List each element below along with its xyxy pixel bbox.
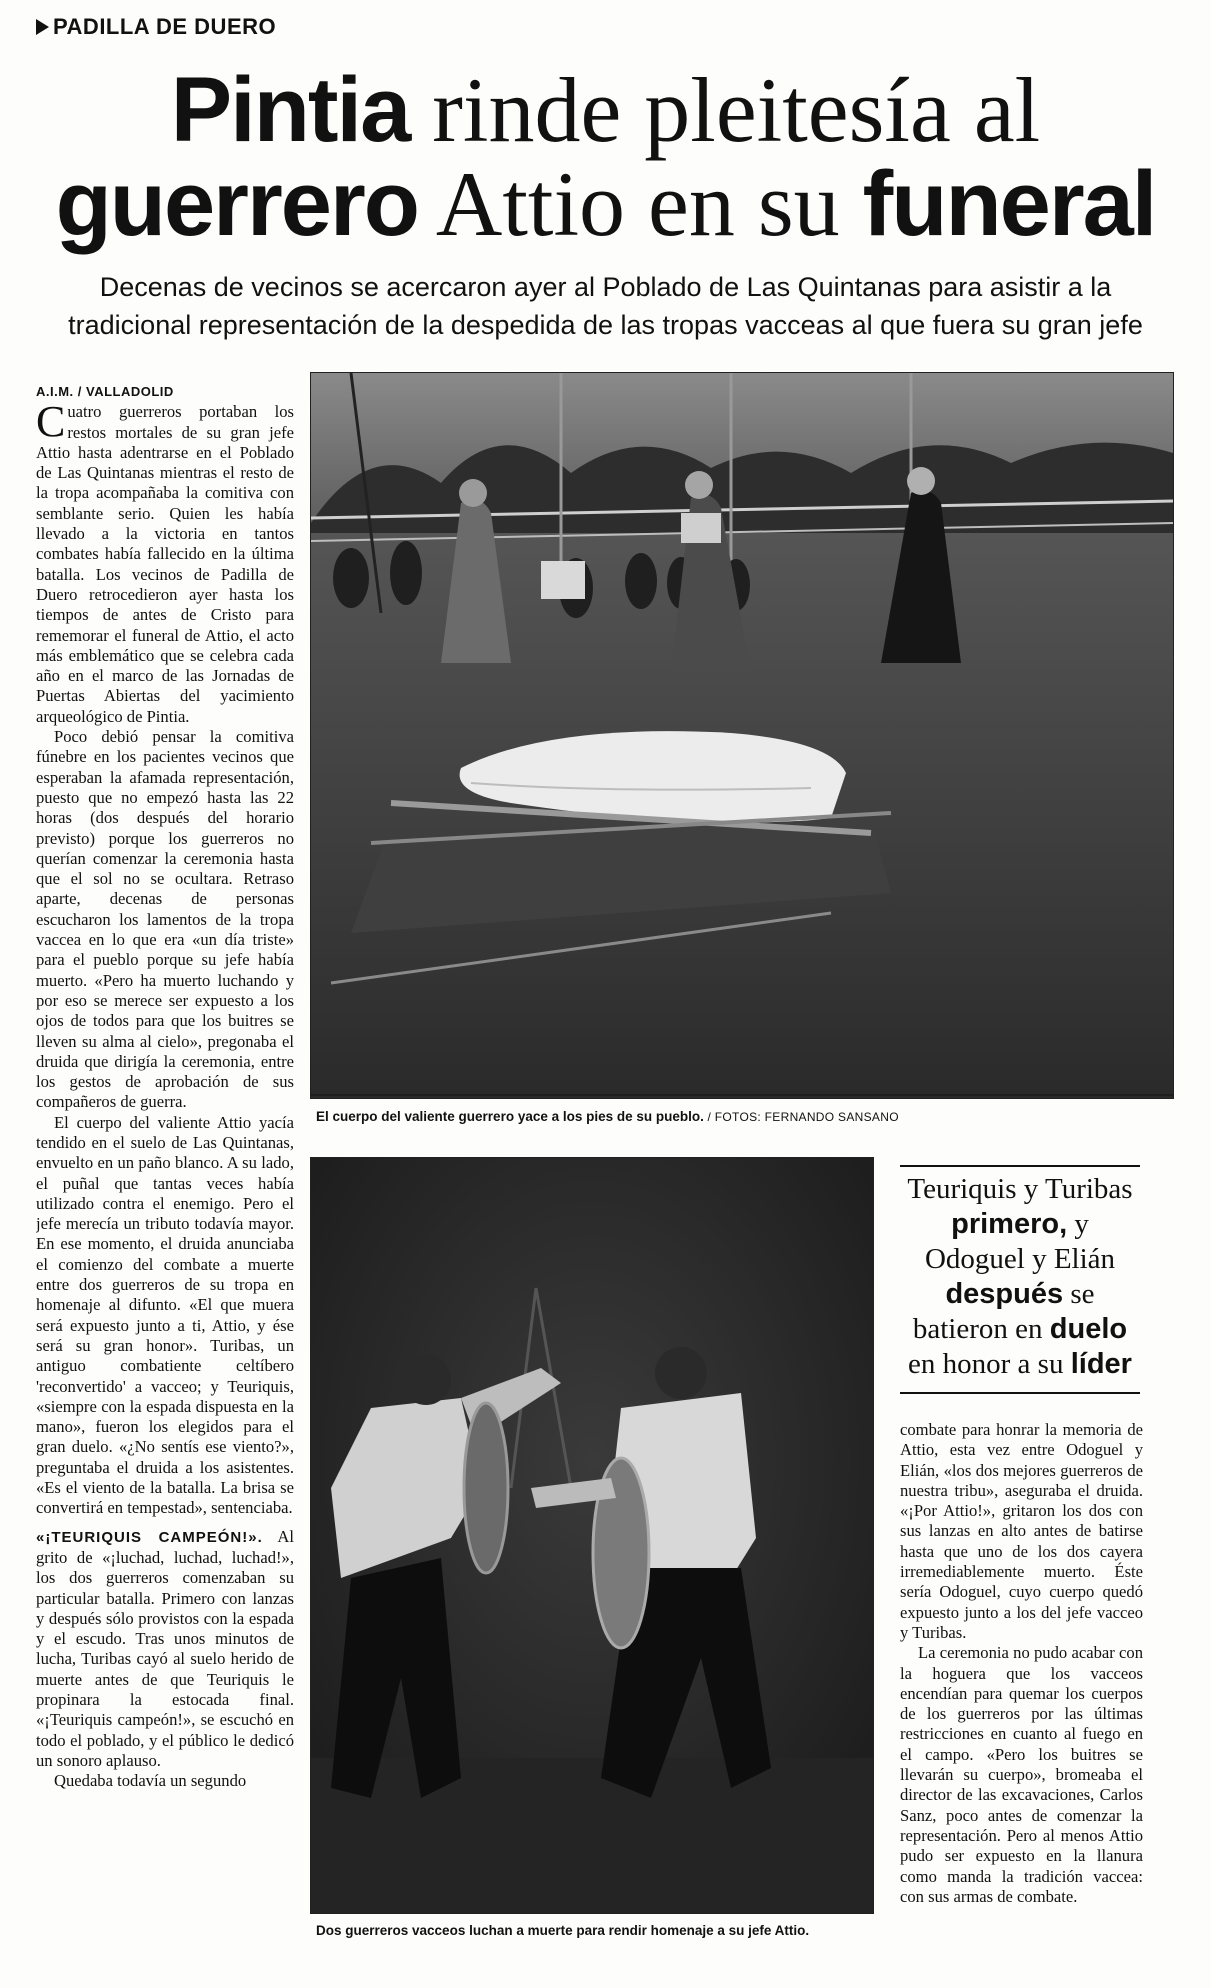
headline-line1: Pintia rinde pleitesía al: [170, 59, 1041, 161]
section-lead: «¡TEURIQUIS CAMPEÓN!».: [36, 1528, 263, 1546]
headline-line2: guerrero Attio en su funeral: [55, 153, 1156, 255]
headline-bold-word: guerrero: [55, 153, 418, 255]
photo-caption: Dos guerreros vacceos luchan a muerte para rendir homenaje a su jefe Attio.: [316, 1923, 810, 1938]
duel-scene-image: [311, 1158, 873, 1913]
paragraph: Quedaba todavía un segundo: [54, 1771, 247, 1791]
byline: A.I.M. / VALLADOLID: [36, 384, 174, 399]
duel-photo: [310, 1157, 874, 1914]
article-column-right: [900, 1420, 1143, 1960]
subheadline: Decenas de vecinos se acercaron ayer al Poblado de Las Quintanas para asistir a la tradicional representación de la despedida de las tropas vacceas al que fuera su gran jefe: [68, 272, 1143, 340]
pull-quote: Teuriquis y Turibas primero, y Odoguel y Elián después se batieron en duelo en honor a su líder: [907, 1173, 1133, 1380]
funeral-scene-image: [311, 373, 1173, 1098]
paragraph: «¡TEURIQUIS CAMPEÓN!». Al grito de «¡luchad, luchad, luchad!», los dos guerreros comenzaban su particular batalla. Primero con lanzas y después sólo provistos con la espada y el escudo. Tras unos minutos de lucha, Turibas cayó al suelo herido de muerte antes de que Teuriquis le propinara la estocada final. «¡Teuriquis campeón!», se escuchó en todo el poblado, y el público le dedicó un sonoro aplauso.: [36, 1526, 294, 1770]
drop-cap: C: [36, 397, 66, 447]
funeral-photo: [310, 372, 1174, 1099]
headline-bold-word: funeral: [862, 153, 1156, 255]
section-label: PADILLA DE DUERO: [36, 14, 276, 40]
paragraph: Poco debió pensar la comitiva fúnebre en los pacientes vecinos que esperaban la afamada representación, puesto que no empezó hasta las 22 horas (dos después del horario previsto) porque los guerreros no querían comenzar la ceremonia hasta que el sol no se ocultara. Retraso aparte, decenas de personas escucharon los lamentos de la tropa vaccea en lo que era «un día triste» para el pueblo porque su jefe había muerto. «Pero ha muerto luchando y por eso se merece ser expuesto a los ojos de todos para que los buitres se lleven su alma al cielo», pregonaba el druida que dirigía la ceremonia, entre los gestos de aprobación de sus compañeros de guerra.: [36, 727, 294, 1112]
arrow-right-icon: [36, 19, 49, 35]
paragraph: El cuerpo del valiente Attio yacía tendido en el suelo de Las Quintanas, envuelto en un paño blanco. A su lado, el puñal que tantas veces había utilizado contra el enemigo. Pero el jefe merecía un tributo todavía mayor. En ese momento, el druida anunciaba el comienzo del combate a muerte entre dos guerreros de su tropa en homenaje al difunto. «El que muera será expuesto junto a ti, Attio, y ése será su gran honor». Turibas, un antiguo combatiente celtíbero 'reconvertido' a vacceo; y Teuriquis, «siempre con la espada dispuesta en la mano», fueron los elegidos para el gran duelo. «¿No sentís ese viento?», preguntaba el druida a los asistentes. «Es el viento de la batalla. La brisa se convertirá en tempestad», sentenciaba.: [36, 1112, 294, 1518]
article-column-left: [36, 382, 294, 1960]
pullquote-rule-top: [900, 1165, 1140, 1167]
paragraph: Cuatro guerreros portaban los restos mortales de su gran jefe Attio hasta adentrarse en el Poblado de Las Quintanas mientras el resto de la tropa acompañaba la comitiva con semblante serio. Quien les había llevado a la victoria en tantos combates había fallecido en la última batalla. Los vecinos de Padilla de Duero retrocedieron ayer hasta los tiempos de antes de Cristo para rememorar el funeral de Attio, el acto más emblemático que se celebra cada año en el marco de las Jornadas de Puertas Abiertas del yacimiento arqueológico de Pintia.: [36, 397, 294, 726]
paragraph: La ceremonia no pudo acabar con la hoguera que los vacceos encendían para quemar los cuerpos de los guerreros por las últimas restricciones en cuanto al fuego en el campo. «Pero los buitres se llevarán su cuerpo», bromeaba el director de las excavaciones, Carlos Sanz, poco antes de comenzar la representación. Pero al menos Attio pudo ser expuesto en la llanura como manda la tradición vaccea: con sus armas de combate.: [900, 1643, 1143, 1906]
headline-bold-word: Pintia: [170, 59, 410, 161]
pullquote-rule-bottom: [900, 1392, 1140, 1394]
photo-credit: / FOTOS: FERNANDO SANSANO: [703, 1110, 899, 1124]
paragraph: combate para honrar la memoria de Attio, esta vez entre Odoguel y Elián, «los dos mejores guerreros de nuestra tribu», aseguraba el druida. «¡Por Attio!», gritaron los dos con sus lanzas en alto antes de batirse hasta que uno de los dos cayera irremediablemente muerto. Éste sería Odoguel, cuyo cuerpo quedó expuesto junto a los del jefe vacceo y Turibas.: [900, 1420, 1143, 1642]
photo-caption: El cuerpo del valiente guerrero yace a los pies de su pueblo. / FOTOS: FERNANDO SANSANO: [316, 1109, 899, 1124]
